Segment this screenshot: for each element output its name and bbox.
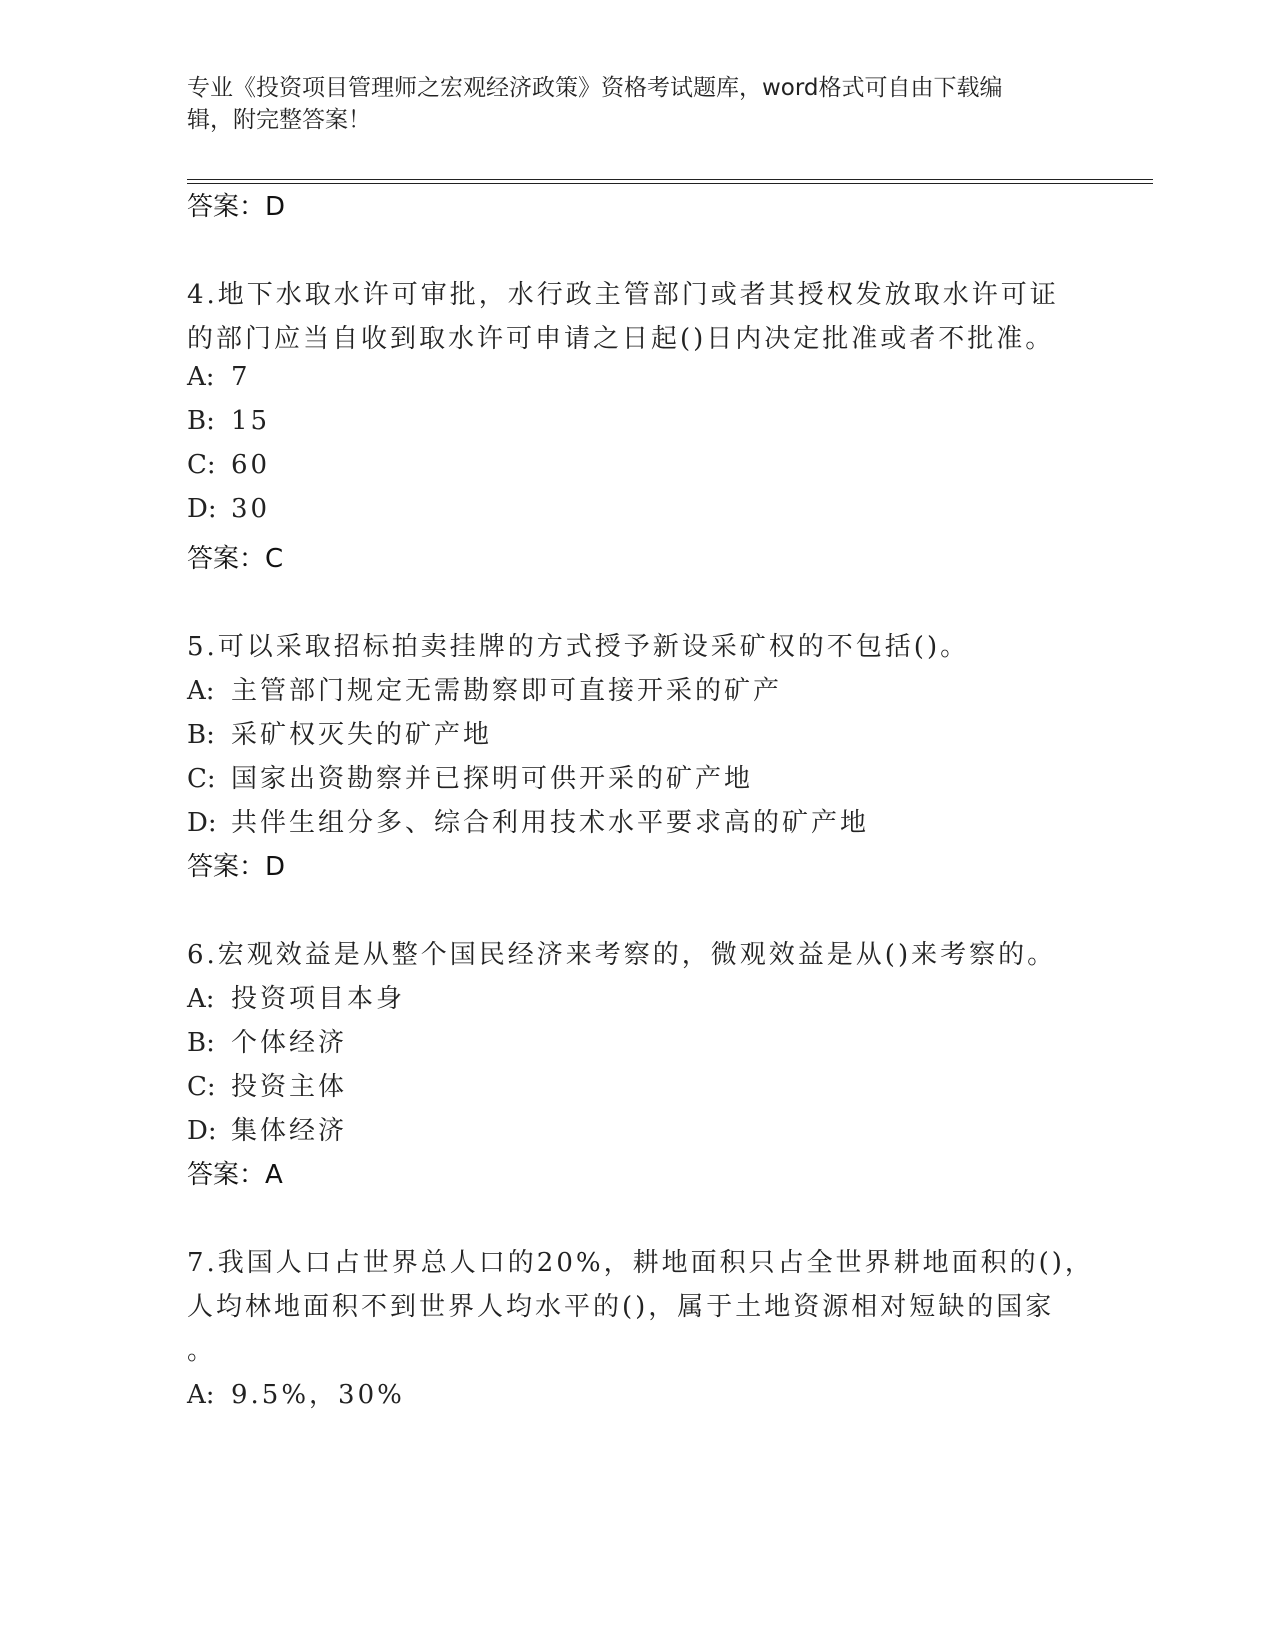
option-letter: D: (187, 1116, 217, 1146)
option-text: 共伴生组分多、综合利用技术水平要求高的矿产地 (231, 808, 870, 838)
option-text: 30 (231, 494, 271, 524)
question-4-option-d (187, 494, 270, 524)
question-5-option-c (187, 758, 753, 795)
option-letter: D: (187, 808, 217, 838)
question-7-option-a (187, 1374, 405, 1411)
question-5-option-b (187, 714, 492, 751)
question-5-line-1: 5.可以采取招标拍卖挂牌的方式授予新设采矿权的不包括()。 (187, 632, 970, 662)
question-7-line-1: 7.我国人口占世界总人口的20%，耕地面积只占全世界耕地面积的()， (187, 1248, 1094, 1278)
option-letter: B: (187, 1028, 215, 1058)
header-line-2: 辑，附完整答案！ (187, 107, 371, 133)
question-4-answer: 答案：C (187, 544, 284, 574)
question-7-line-2: 人均林地面积不到世界人均水平的()，属于土地资源相对短缺的国家 (187, 1292, 1055, 1322)
option-text: 投资主体 (231, 1072, 348, 1102)
header-line-1: 专业《投资项目管理师之宏观经济政策》资格考试题库，word格式可自由下载编 (187, 75, 1003, 101)
option-text: 采矿权灭失的矿产地 (231, 720, 493, 750)
question-6-option-d (187, 1110, 347, 1147)
option-letter: A: (187, 1380, 215, 1410)
question-4-line-2: 的部门应当自收到取水许可申请之日起()日内决定批准或者不批准。 (187, 324, 1055, 354)
question-4-option-a (187, 362, 251, 392)
option-text: 7 (231, 362, 251, 392)
option-letter: B: (187, 720, 215, 750)
option-letter: C: (187, 1072, 216, 1102)
option-letter: C: (187, 764, 216, 794)
option-text: 主管部门规定无需勘察即可直接开采的矿产 (231, 676, 783, 706)
option-letter: A: (187, 984, 215, 1014)
question-4-line-1: 4.地下水取水许可审批，水行政主管部门或者其授权发放取水许可证 (187, 280, 1059, 310)
page-header (187, 72, 1077, 136)
option-text: 60 (231, 450, 271, 480)
option-text: 15 (231, 406, 271, 436)
option-text: 国家出资勘察并已探明可供开采的矿产地 (231, 764, 754, 794)
question-7-line-3: 。 (187, 1336, 217, 1366)
option-text: 9.5%，30% (231, 1380, 405, 1410)
answer-line: 答案：D (187, 192, 286, 222)
option-text: 投资项目本身 (231, 984, 406, 1014)
option-letter: B: (187, 406, 215, 436)
option-letter: A: (187, 676, 215, 706)
question-5-option-a (187, 670, 782, 707)
question-6-option-b (187, 1022, 347, 1059)
option-letter: C: (187, 450, 216, 480)
header-rule-top (187, 179, 1153, 180)
option-text: 集体经济 (231, 1116, 348, 1146)
question-6-option-a (187, 978, 405, 1015)
option-letter: A: (187, 362, 215, 392)
question-6-line-1: 6.宏观效益是从整个国民经济来考察的，微观效益是从()来考察的。 (187, 940, 1057, 970)
question-4-option-b (187, 406, 270, 436)
option-text: 个体经济 (231, 1028, 348, 1058)
question-6-option-c (187, 1066, 347, 1103)
question-5-option-d (187, 802, 869, 839)
option-letter: D: (187, 494, 217, 524)
question-5-answer: 答案：D (187, 852, 286, 882)
question-4-option-c (187, 450, 270, 480)
question-6-answer: 答案：A (187, 1160, 283, 1190)
header-rule-bottom (187, 183, 1153, 184)
